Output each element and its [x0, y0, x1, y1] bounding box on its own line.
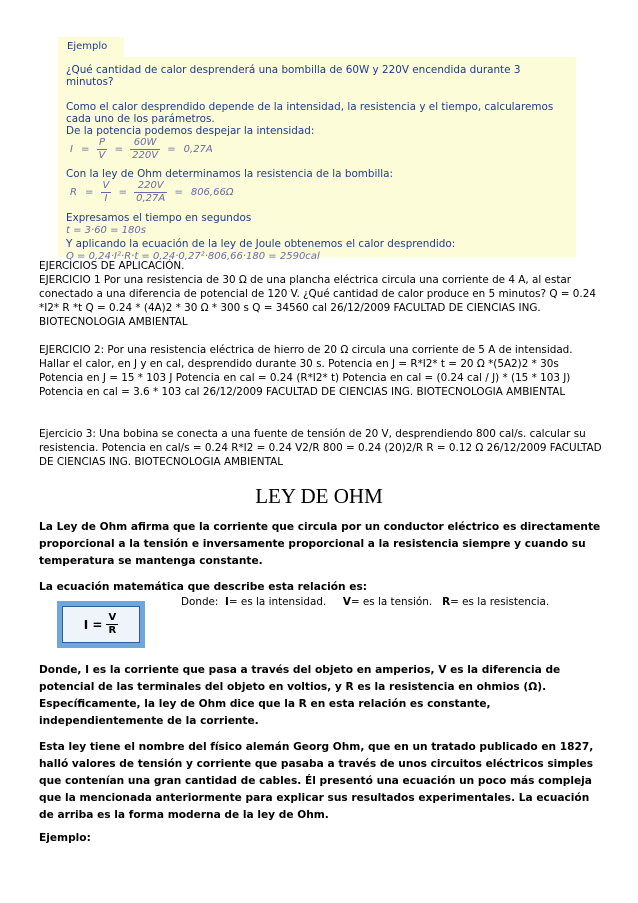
formula-result: 0,27A [183, 144, 213, 155]
legend-i-text: = es la intensidad. [228, 596, 327, 608]
formula-lhs: R [70, 187, 77, 198]
ohm-equation-image [57, 601, 145, 648]
formula-result: 806,66Ω [190, 187, 234, 198]
formula-heat: Q = 0,24·I²·R·t = 0,24·0,27²·806,66·180 = 2590cal [66, 251, 320, 262]
example-tab: Ejemplo [58, 37, 124, 57]
legend-v-symbol: V [342, 596, 351, 608]
formula-fraction: $\frac{V}{I}$ [102, 180, 110, 204]
ohm-definition: La Ley de Ohm afirma que la corriente que circula por un conductor eléctrico es directamente proporcional a la tensión e inversamente proporcional a la resistencia siempre y cuando su temperatura se mantenga constante. [39, 521, 601, 567]
exercise-2: EJERCICIO 2: Por una resistencia eléctrica de hierro de 20 Ω circula una corriente de 5 A de intensidad. Hallar el calor, en J y en cal, desprendido durante 30 s. Potencia en J = R*I2* t = 20 Ω *(5A2)2 * 30s Potencia en J = 15 * 103 J Potencia en cal = 0.24 (R*I2* t) Potencia en cal = (0.24 cal / J) * (15 * 103 J) Potencia en cal = 3.6 * 103 cal 26/12/2009 FACULTAD DE CIENCIAS ING. BIOTECNOLOGIA AMBIENTAL [39, 344, 573, 398]
formula-time: t = 3·60 = 180s [66, 225, 146, 236]
equation-fraction: $\frac{V}{R}$ [108, 612, 117, 636]
exercise-1: EJERCICIO 1 Por una resistencia de 30 Ω de una plancha eléctrica circula una corriente de 4 A, al estar conectado a una diferencia de potencial de 120 V. ¿Qué cantidad de calor produce en 5 minutos? Q = 0.24 *I2* R *t Q = 0.24 * (4A)2 * 30 Ω * 300 s Q = 34560 cal 26/12/2009 FACULTAD DE CIENCIAS ING. BIOTECNOLOGIA AMBIENTAL [39, 274, 596, 328]
ohm-paragraph-2 [39, 579, 605, 596]
legend-i-symbol: I [225, 596, 229, 608]
equation-lhs: I = [83, 617, 103, 632]
ohm-paragraph-4 [39, 739, 605, 824]
page-heading: LEY DE OHM [255, 484, 383, 508]
example-intro: Como el calor desprendido depende de la intensidad, la resistencia y el tiempo, calcularemos cada uno de los parámetros. [66, 101, 554, 125]
legend-v-text: = es la tensión. [350, 596, 433, 608]
formula-fraction: $\frac{60W}{220V}$ [132, 137, 159, 161]
exercises-section [39, 259, 605, 469]
exercise-3: Ejercicio 3: Una bobina se conecta a una fuente de tensión de 20 V, desprendiendo 800 cal/s. calcular su resistencia. Potencia en cal/s = 0.24 R*I2 = 0.24 V2/R 800 = 0.24 (20)2/R R = 0.12 Ω 26/12/2009 FACULTAD DE CIENCIAS ING. BIOTECNOLOGIA AMBIENTAL [39, 428, 602, 468]
ohm-equation-intro: La ecuación matemática que describe esta relación es: [39, 581, 367, 593]
formula-lhs: I [70, 144, 73, 155]
example-step1: De la potencia podemos despejar la intensidad: [66, 125, 315, 137]
ohm-paragraph-1 [39, 519, 605, 570]
legend-r-text: = es la resistencia. [450, 596, 550, 608]
formula-fraction: $\frac{220V}{0,27A}$ [136, 180, 166, 204]
formula-resistance: R = $\frac{V}{I}$ = $\frac{220V}{0,27A}$ = 806,66Ω [70, 180, 234, 204]
ohm-paragraph-5 [39, 830, 605, 847]
example-box [58, 57, 576, 262]
formula-fraction: $\frac{P}{V}$ [98, 137, 106, 161]
ohm-explanation: Donde, I es la corriente que pasa a través del objeto en amperios, V es la diferencia de potencial de las terminales del objeto en voltios, y R es la resistencia en ohmios (Ω). Específicamente, la ley de Ohm dice que la R en esta relación es constante, independientemente de la corriente. [39, 664, 561, 727]
equation-legend [181, 596, 549, 608]
legend-r-symbol: R [442, 596, 451, 608]
example-step2: Con la ley de Ohm determinamos la resistencia de la bombilla: [66, 168, 394, 180]
formula-intensity: I = $\frac{P}{V}$ = $\frac{60W}{220V}$ = 0,27A [70, 137, 213, 161]
legend-prefix: Donde: [181, 596, 219, 608]
example-step3: Expresamos el tiempo en segundos [66, 212, 252, 224]
ohm-history: Esta ley tiene el nombre del físico alemán Georg Ohm, que en un tratado publicado en 1827, halló valores de tensión y corriente que pasaba a través de unos circuitos eléctricos simples que contenían una gran cantidad de cables. Él presentó una ecuación un poco más compleja que la mencionada anteriormente para explicar sus resultados experimentales. La ecuación de arriba es la forma moderna de la ley de Ohm. [39, 741, 594, 821]
ohm-paragraph-3 [39, 662, 605, 730]
example-step4: Y aplicando la ecuación de la ley de Joule obtenemos el calor desprendido: [66, 238, 456, 250]
example-question: ¿Qué cantidad de calor desprenderá una bombilla de 60W y 220V encendida durante 3 minutos? [66, 64, 521, 88]
ohm-example-label: Ejemplo: [39, 832, 91, 844]
exercises-title: EJERCICIOS DE APLICACIÓN. [39, 260, 185, 272]
